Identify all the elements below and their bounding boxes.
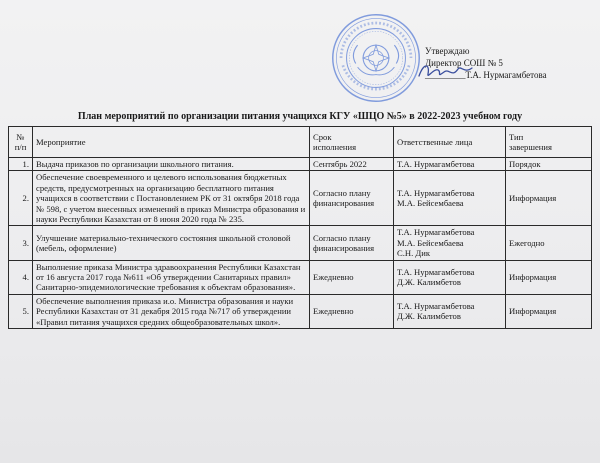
approval-line-2: Директор СОШ № 5 [425, 58, 503, 68]
official-seal-stamp [330, 12, 422, 104]
table-row [9, 158, 592, 171]
row-completion-type: Ежегодно [506, 226, 592, 260]
row-term: Сентябрь 2022 [310, 158, 394, 171]
document-title: План мероприятий по организации питания учащихся КГУ «ШЦО №5» в 2022-2023 учебном году [77, 111, 523, 122]
row-num: 4. [9, 260, 33, 294]
row-activity: Выполнение приказа Министра здравоохранения Республики Казахстан от 16 августа 2017 года №611 «Об утверждении Санитарных правил» Санитарно-эпидемиологические требования к объектам образования». [33, 260, 310, 294]
row-completion-type: Информация [506, 171, 592, 226]
row-activity: Улучшение материально-технического состояния школьной столовой (мебель, оформление) [33, 226, 310, 260]
header-term: Срок исполнения [310, 127, 394, 158]
row-completion-type: Информация [506, 294, 592, 328]
row-responsible: Т.А. Нурмагамбетова М.А. Бейсембаева С.Н. Дик [394, 226, 506, 260]
approval-line-3: _________Т.А. Нурмагамбетова [425, 70, 547, 80]
header-num: № п/п [9, 127, 33, 158]
plan-table [8, 126, 592, 329]
row-term: Ежедневно [310, 260, 394, 294]
approval-line-1: Утверждаю [425, 46, 470, 56]
table-row [9, 260, 592, 294]
table-row [9, 226, 592, 260]
header-activity: Мероприятие [33, 127, 310, 158]
row-responsible: Т.А. Нурмагамбетова [394, 158, 506, 171]
row-term: Согласно плану финансирования [310, 171, 394, 226]
row-num: 1. [9, 158, 33, 171]
row-completion-type: Информация [506, 260, 592, 294]
row-term: Согласно плану финансирования [310, 226, 394, 260]
row-term: Ежедневно [310, 294, 394, 328]
header-responsible: Ответственные лица [394, 127, 506, 158]
table-row [9, 294, 592, 328]
table-header-row [9, 127, 592, 158]
row-num: 3. [9, 226, 33, 260]
row-activity: Обеспечение своевременного и целевого использования бюджетных средств, предусмотренных на организацию бесплатного питания учащихся в соответствии с Постановлением РК от 31 октября 2018 года № 598, с учетом внесенных изменений в приказ Министра образования и науки Республики Казахстан от 8 июня 2020 года № 235. [33, 171, 310, 226]
row-responsible: Т.А. Нурмагамбетова Д.Ж. Калимбетов [394, 294, 506, 328]
row-responsible: Т.А. Нурмагамбетова Д.Ж. Калимбетов [394, 260, 506, 294]
row-activity: Обеспечение выполнения приказа и.о. Министра образования и науки Республики Казахстан от 31 декабря 2015 года №717 об утверждении «Правил питания учащихся средних общеобразовательных школ». [33, 294, 310, 328]
row-num: 2. [9, 171, 33, 226]
handwritten-signature [416, 60, 476, 82]
table-row [9, 171, 592, 226]
row-activity: Выдача приказов по организации школьного питания. [33, 158, 310, 171]
row-num: 5. [9, 294, 33, 328]
row-responsible: Т.А. Нурмагамбетова М.А. Бейсембаева [394, 171, 506, 226]
row-completion-type: Порядок [506, 158, 592, 171]
header-completion-type: Тип завершения [506, 127, 592, 158]
